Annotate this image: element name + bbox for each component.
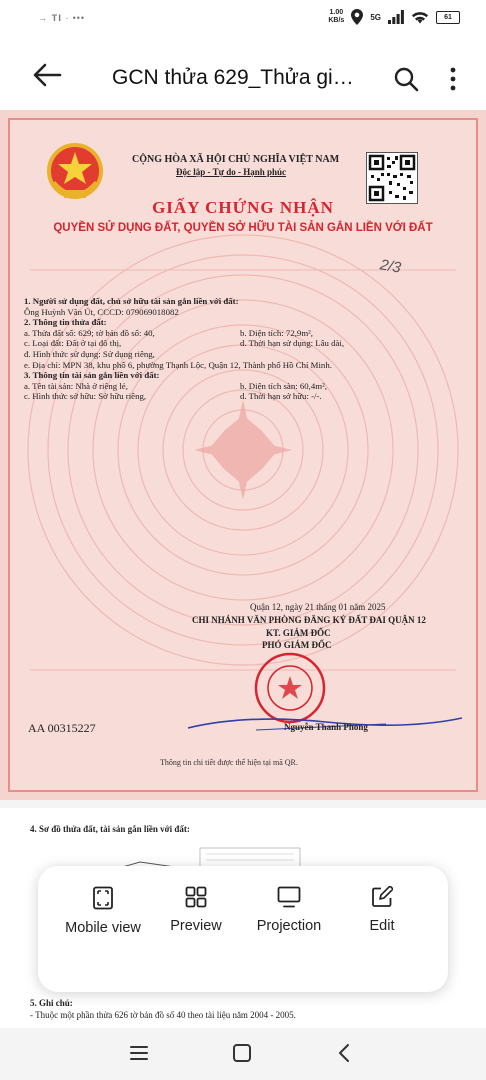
certificate-page[interactable] <box>0 110 486 800</box>
notification-icons-text: → 𝐓𝐈 ∙ ••• <box>38 13 86 23</box>
certificate-header: CỘNG HÒA XÃ HỘI CHỦ NGHĨA VIỆT NAM <box>132 154 340 165</box>
network-speed-value: 1.00 <box>329 9 344 16</box>
national-emblem-icon <box>46 142 104 204</box>
detail-line <box>24 296 332 307</box>
projection-label: Projection <box>256 918 322 934</box>
mobile-view-label: Mobile view <box>65 920 141 936</box>
detail-right: d. Thời hạn sử dụng: Lâu dài, <box>240 338 345 349</box>
recent-apps-icon[interactable] <box>128 1042 150 1064</box>
section-4-heading: 4. Sơ đồ thửa đất, tài sản gắn liền với đất: <box>30 824 190 834</box>
qr-note: Thông tin chi tiết được thể hiện tại mã QR. <box>160 758 298 767</box>
edit-icon <box>371 886 393 908</box>
grid-icon <box>185 886 207 908</box>
detail-left: 3. Thông tin tài sản gắn liền với đất: <box>24 370 160 381</box>
detail-line <box>24 349 332 360</box>
search-icon[interactable] <box>393 66 419 92</box>
detail-line <box>24 328 332 339</box>
handwritten-mark: 2/3 <box>378 256 403 277</box>
signal-icon <box>388 10 404 24</box>
document-title: GCN thửa 629_Thửa gi… <box>112 66 354 89</box>
network-speed-unit: KB/s <box>328 17 345 24</box>
detail-left: e. Địa chỉ: MPN 38, khu phố 6, phường Thạnh Lộc, Quận 12, Thành phố Hồ Chí Minh. <box>24 359 332 370</box>
preview-label: Preview <box>170 918 222 934</box>
serial-number: AA 00315227 <box>28 721 96 735</box>
detail-line <box>24 370 332 381</box>
detail-left: a. Tên tài sản: Nhà ở riêng lẻ, <box>24 380 128 391</box>
view-options-menu <box>38 866 448 992</box>
section-5-heading: 5. Ghi chú: <box>30 998 73 1008</box>
detail-left: đ. Hình thức sử dụng: Sử dụng riêng, <box>24 348 155 359</box>
detail-right: b. Diện tích sàn: 60,4m², <box>240 380 327 391</box>
issuing-office: CHI NHÁNH VĂN PHÒNG ĐĂNG KÝ ĐẤT ĐAI QUẬN 12 <box>192 615 426 625</box>
more-options-icon[interactable] <box>444 66 462 92</box>
mobile-view-button[interactable] <box>53 886 153 936</box>
detail-line <box>24 360 332 371</box>
wifi-icon <box>411 10 429 24</box>
detail-line <box>24 391 332 402</box>
location-icon <box>351 9 363 25</box>
signatory-position: PHÓ GIÁM ĐỐC <box>262 640 332 650</box>
detail-right: b. Diện tích: 72,9m², <box>240 327 314 338</box>
mobile-view-icon <box>92 886 114 910</box>
edit-button[interactable] <box>332 886 432 934</box>
detail-line <box>24 381 332 392</box>
issue-date: Quận 12, ngày 21 tháng 01 năm 2025 <box>250 602 386 612</box>
signatory-title: KT. GIÁM ĐỐC <box>266 628 331 638</box>
detail-line <box>24 338 345 349</box>
back-icon[interactable] <box>334 1042 356 1064</box>
status-bar <box>0 0 486 38</box>
battery-icon <box>436 11 460 24</box>
detail-line <box>24 317 332 328</box>
edit-label: Edit <box>369 918 395 934</box>
network-type: 5G <box>370 12 381 22</box>
notification-icons <box>38 13 85 24</box>
qr-code <box>366 152 418 204</box>
detail-left: a. Thửa đất số: 629; tờ bản đồ số: 40, <box>24 327 155 338</box>
system-indicators <box>328 9 460 25</box>
signer-name: Nguyễn Thanh Phong <box>284 722 368 732</box>
app-bar <box>0 38 486 110</box>
back-arrow-icon[interactable] <box>32 62 62 88</box>
home-icon[interactable] <box>231 1042 253 1064</box>
preview-button[interactable] <box>146 886 246 934</box>
detail-left: Ông Huỳnh Văn Út, CCCD: 079069018082 <box>24 306 179 317</box>
qr-code-icon <box>367 153 417 203</box>
monitor-icon <box>277 886 301 908</box>
certificate-title: GIẤY CHỨNG NHẬN <box>152 198 334 217</box>
certificate-details <box>24 296 345 402</box>
projection-button[interactable] <box>239 886 339 934</box>
certificate-subtitle: QUYỀN SỬ DỤNG ĐẤT, QUYỀN SỞ HỮU TÀI SẢN GẮN LIỀN VỚI ĐẤT <box>53 222 433 234</box>
certificate-motto: Độc lập - Tự do - Hạnh phúc <box>176 167 287 177</box>
detail-left: 1. Người sử dụng đất, chủ sở hữu tài sản gắn liền với đất: <box>24 296 239 306</box>
detail-line <box>24 307 332 318</box>
detail-left: c. Hình thức sở hữu: Sở hữu riêng, <box>24 391 147 402</box>
detail-left: 2. Thông tin thửa đất: <box>24 317 107 328</box>
battery-level: 61 <box>444 13 452 21</box>
network-speed <box>328 9 344 25</box>
detail-left: c. Loại đất: Đất ở tại đô thị, <box>24 338 122 349</box>
system-nav-bar <box>0 1028 486 1080</box>
detail-right: d. Thời hạn sở hữu: -/-. <box>240 391 322 402</box>
section-5-note: - Thuộc một phần thửa 626 tờ bản đồ số 40 theo tài liệu năm 2004 - 2005. <box>30 1010 296 1020</box>
